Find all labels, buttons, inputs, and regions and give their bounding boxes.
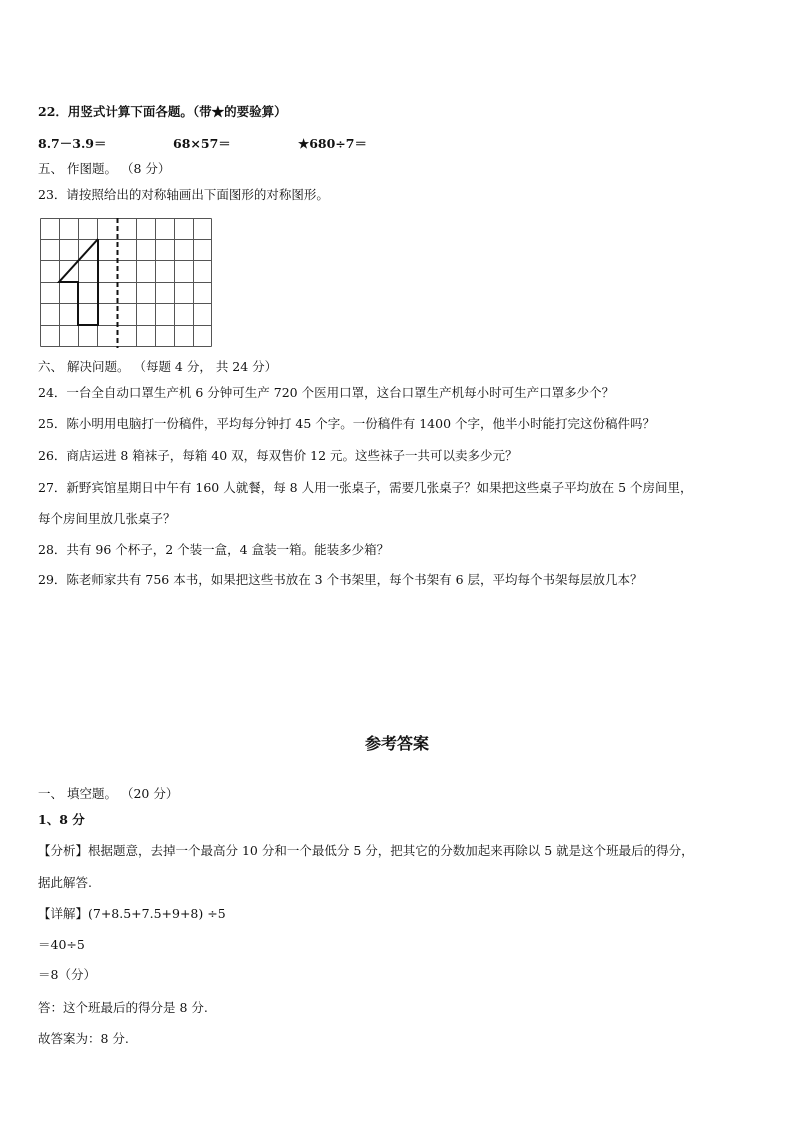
section-5-heading: 五、 作图题。 （8 分）	[38, 161, 171, 176]
answers-section-1-heading: 一、 填空题。 （20 分）	[38, 786, 179, 801]
question-23-text: 23．请按照给出的对称轴画出下面图形的对称图形。	[38, 187, 329, 202]
calc-item-1: 8.7－3.9＝	[38, 136, 107, 151]
answer-1-step-1: ＝40÷5	[38, 937, 85, 952]
answers-title: 参考答案	[364, 734, 429, 753]
answer-1-analysis-continuation: 据此解答.	[38, 875, 92, 890]
answer-1-conclusion: 答：这个班最后的得分是 8 分.	[38, 1000, 208, 1015]
question-22-calculations	[38, 136, 378, 152]
question-24-text: 24．一台全自动口罩生产机 6 分钟可生产 720 个医用口罩，这台口罩生产机每小时可生产口罩多少个？	[38, 385, 615, 400]
question-26-text: 26．商店运进 8 箱袜子，每箱 40 双，每双售价 12 元。这些袜子一共可以卖多少元？	[38, 448, 518, 463]
answer-1-result: 1、8 分	[38, 812, 85, 827]
question-25-text: 25．陈小明用电脑打一份稿件，平均每分钟打 45 个字。一份稿件有 1400 个字，他半小时能打完这份稿件吗？	[38, 416, 656, 431]
section-6-heading: 六、 解决问题。 （每题 4 分， 共 24 分）	[38, 359, 278, 374]
question-27-continuation: 每个房间里放几张桌子？	[38, 511, 176, 526]
answer-1-final: 故答案为：8 分.	[38, 1031, 129, 1046]
symmetry-grid-figure	[40, 218, 213, 348]
calc-item-3: ★680÷7＝	[298, 136, 367, 151]
question-28-text: 28．共有 96 个杯子，2 个装一盒，4 盒装一箱。能装多少箱？	[38, 542, 390, 557]
question-27-text: 27．新野宾馆星期日中午有 160 人就餐，每 8 人用一张桌子，需要几张桌子？如果把这些桌子平均放在 5 个房间里，	[38, 480, 693, 495]
question-29-text: 29．陈老师家共有 756 本书，如果把这些书放在 3 个书架里，每个书架有 6 层，平均每个书架每层放几本？	[38, 572, 643, 587]
answer-1-detail: 【详解】(7+8.5+7.5+9+8) ÷5	[38, 906, 226, 921]
answer-1-step-2: ＝8（分）	[38, 967, 96, 982]
calc-item-2: 68×57＝	[173, 136, 231, 151]
question-22-heading: 22．用竖式计算下面各题。（带★的要验算）	[38, 104, 287, 119]
answer-1-analysis: 【分析】根据题意，去掉一个最高分 10 分和一个最低分 5 分，把其它的分数加起来再除以 5 就是这个班最后的得分，	[38, 843, 694, 858]
